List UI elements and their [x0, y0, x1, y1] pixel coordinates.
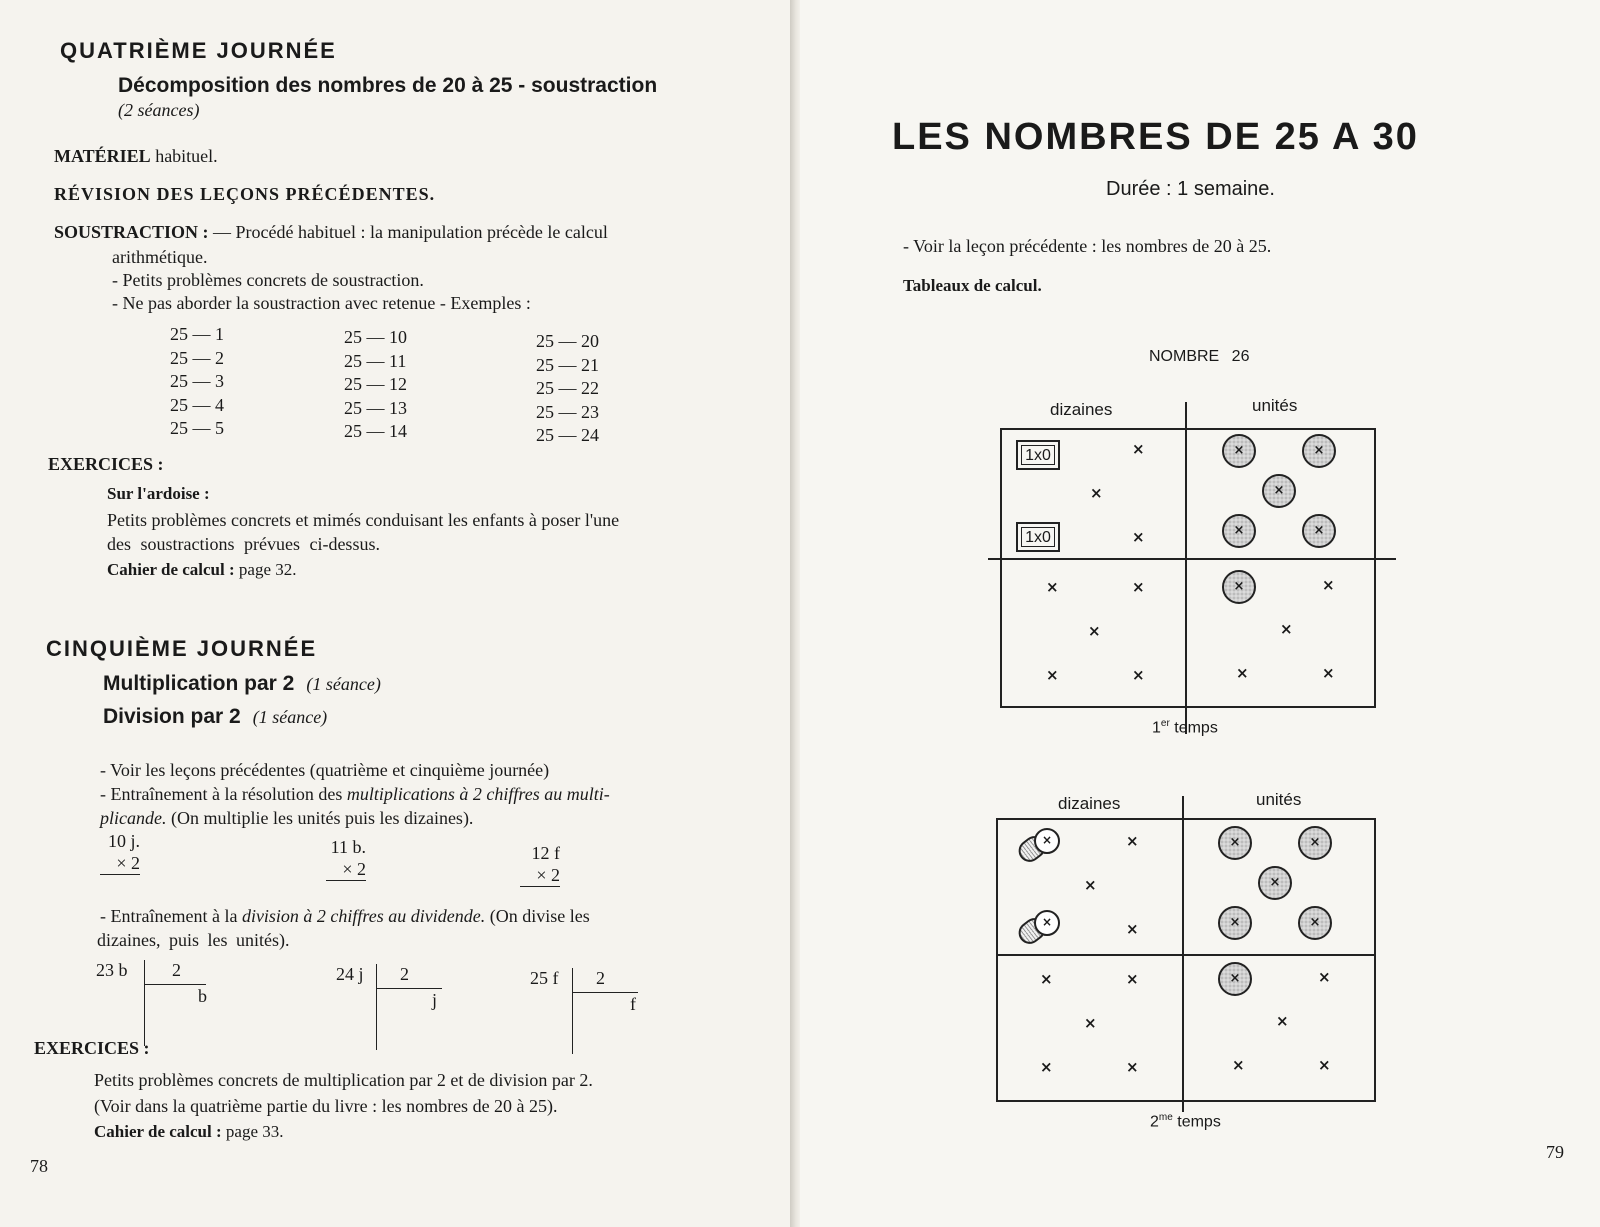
example-item: 25 — 11 [344, 350, 407, 371]
caption-superscript: er [1160, 718, 1170, 729]
mult-op-1 [100, 830, 140, 875]
unit-bead-icon [1302, 514, 1336, 548]
caption-word: temps [1169, 719, 1218, 737]
chapter-title: LES NOMBRES DE 25 A 30 [892, 116, 1419, 158]
example-item: 25 — 21 [536, 354, 599, 375]
division-line [376, 988, 442, 989]
div-sessions: (1 séance) [252, 707, 328, 727]
soustraction-sublist [112, 246, 531, 315]
ten-stick-label: 1x0 [1021, 527, 1055, 547]
cross-icon: × [1126, 920, 1139, 938]
unit-bead-icon [1302, 434, 1336, 468]
cahier-line-1 [107, 560, 297, 580]
page-number-left: 78 [30, 1156, 48, 1176]
cross-icon: × [1132, 440, 1145, 458]
cross-icon: × [1318, 1056, 1331, 1074]
cross-icon: × [1040, 1058, 1053, 1076]
voir-line: - Voir la leçon précédente : les nombres de 20 à 25. [903, 236, 1272, 256]
cylinder-mark: × [1041, 915, 1053, 929]
cross-icon: × [1126, 1058, 1139, 1076]
cylinder-mark: × [1041, 833, 1053, 847]
cross-icon: × [1322, 664, 1335, 682]
mult-sessions: (1 séance) [306, 674, 381, 694]
quotient: f [630, 994, 636, 1014]
example-item: 25 — 20 [536, 331, 599, 351]
revision-heading: RÉVISION DES LEÇONS PRÉCÉDENTES. [54, 184, 436, 204]
bead-mark: × [1309, 915, 1321, 930]
bead-mark: × [1229, 915, 1241, 930]
bead-mark: × [1269, 875, 1281, 890]
cross-icon: × [1318, 968, 1331, 986]
cross-icon: × [1132, 578, 1145, 596]
left-page [0, 0, 790, 1227]
day4-subtitle: Décomposition des nombres de 20 à 25 - soustraction [118, 74, 658, 97]
unit-bead-icon [1218, 962, 1252, 996]
divisor: 2 [400, 964, 409, 984]
ardoise-label: Sur l'ardoise : [107, 484, 210, 503]
bullet2-emphasis: multiplications à 2 chiffres au multi- [346, 784, 610, 804]
bullet2-emphasis-cont: plicande. [100, 808, 167, 828]
bead-mark: × [1233, 523, 1245, 538]
mult-top: 10 j. [107, 831, 140, 851]
unit-bead-icon [1298, 906, 1332, 940]
bead-mark: × [1309, 835, 1321, 850]
unit-bead-icon [1262, 474, 1296, 508]
unit-bead-icon [1258, 866, 1292, 900]
ten-stick [1016, 522, 1060, 552]
cahier-page: page 33. [225, 1122, 284, 1141]
example-item: 25 — 1 [170, 324, 224, 344]
bullet3-emphasis: division à 2 chiffres au dividende. [241, 906, 486, 926]
day4-heading: QUATRIÈME JOURNÉE [60, 38, 337, 63]
soustraction-text: — Procédé habituel : la manipulation précède le calcul [213, 222, 608, 242]
bead-mark: × [1229, 835, 1241, 850]
cross-icon: × [1132, 666, 1145, 684]
day5-ex-text-2: (Voir dans la quatrième partie du livre : les nombres de 20 à 25). [94, 1096, 558, 1116]
bullet2-text: - Entraînement à la résolution des [100, 784, 347, 804]
bullet3-text-b: (On divise les [485, 906, 590, 926]
materiel-label: MATÉRIEL [54, 146, 151, 166]
bead-mark: × [1233, 443, 1245, 458]
page-number-right: 79 [1546, 1142, 1564, 1162]
day5-bullet-3-cont: dizaines, puis les unités). [97, 930, 290, 950]
cross-icon: × [1322, 576, 1335, 594]
mult-bottom: × 2 [326, 858, 366, 881]
duration: Durée : 1 semaine. [1106, 178, 1275, 200]
example-item: 25 — 10 [344, 327, 407, 347]
unites-label: unités [1252, 396, 1298, 415]
divisor: 2 [172, 960, 181, 980]
tableau-divider-vertical [1185, 402, 1187, 734]
ten-cylinder-end [1034, 828, 1060, 854]
unit-bead-icon [1222, 570, 1256, 604]
ardoise-text-2: des soustractions prévues ci-dessus. [107, 534, 380, 554]
mult-title-line [103, 672, 381, 696]
cross-icon: × [1040, 970, 1053, 988]
examples-col-2 [344, 326, 407, 444]
soustraction-line [54, 222, 608, 243]
cross-icon: × [1236, 664, 1249, 682]
book-spine [790, 0, 800, 1227]
example-item: 25 — 14 [344, 421, 407, 441]
dividend: 25 f [530, 968, 559, 988]
exercices-label-2: EXERCICES : [34, 1038, 150, 1058]
materiel-line [54, 146, 218, 167]
unit-bead-icon [1218, 906, 1252, 940]
cross-icon: × [1126, 970, 1139, 988]
ten-cylinder-end [1034, 910, 1060, 936]
bullet-ne-pas-aborder: - Ne pas aborder la soustraction avec retenue - Exemples : [112, 293, 531, 313]
division-bar [144, 960, 145, 1046]
quotient: b [198, 986, 207, 1006]
example-item: 25 — 24 [536, 425, 599, 445]
cross-icon: × [1046, 666, 1059, 684]
caption-superscript: me [1158, 1112, 1173, 1123]
soustraction-label: SOUSTRACTION : [54, 222, 209, 242]
day5-bullet-3 [100, 906, 590, 927]
dizaines-label: dizaines [1058, 794, 1121, 813]
example-item: 25 — 23 [536, 401, 599, 422]
unit-bead-icon [1222, 434, 1256, 468]
cahier-line-2 [94, 1122, 284, 1142]
caption-number: 1 [1152, 719, 1161, 737]
bullet2-text-cont: (On multiplie les unités puis les dizaines). [166, 808, 474, 828]
mult-top: 12 f [531, 843, 560, 863]
cross-icon: × [1088, 622, 1101, 640]
caption-word: temps [1172, 1113, 1221, 1131]
unites-label: unités [1256, 790, 1302, 809]
example-item: 25 — 2 [170, 347, 224, 368]
example-item: 25 — 5 [170, 418, 224, 438]
materiel-text: habituel. [155, 146, 218, 166]
ten-stick-label: 1x0 [1021, 445, 1055, 465]
mult-bottom: × 2 [100, 852, 140, 875]
mult-op-2 [326, 836, 366, 881]
example-item: 25 — 12 [344, 374, 407, 394]
ten-stick [1016, 440, 1060, 470]
tableau-divider-horizontal [996, 954, 1374, 956]
cahier-label: Cahier de calcul : [94, 1122, 222, 1141]
soustraction-text-cont: arithmétique. [112, 247, 208, 267]
dividend: 24 j [336, 964, 364, 984]
dividend: 23 b [96, 960, 128, 980]
bullet3-text: - Entraînement à la [100, 906, 242, 926]
cross-icon: × [1084, 876, 1097, 894]
cross-icon: × [1232, 1056, 1245, 1074]
example-item: 25 — 3 [170, 371, 224, 391]
cross-icon: × [1126, 832, 1139, 850]
bead-mark: × [1233, 579, 1245, 594]
tableau-divider-horizontal [988, 558, 1396, 560]
cross-icon: × [1090, 484, 1103, 502]
bead-mark: × [1273, 483, 1285, 498]
mult-top: 11 b. [330, 837, 366, 857]
div-title: Division par 2 [103, 705, 241, 728]
unit-bead-icon [1298, 826, 1332, 860]
division-bar [376, 964, 377, 1050]
div-title-line [103, 705, 327, 729]
examples-col-1 [170, 323, 224, 441]
bead-mark: × [1229, 971, 1241, 986]
cross-icon: × [1084, 1014, 1097, 1032]
tableaux-heading: Tableaux de calcul. [903, 276, 1042, 295]
mult-bottom: × 2 [520, 864, 560, 887]
cahier-label: Cahier de calcul : [107, 560, 235, 579]
cross-icon: × [1132, 528, 1145, 546]
bead-mark: × [1313, 523, 1325, 538]
examples-col-3 [536, 330, 599, 448]
bullet-petits-problemes: - Petits problèmes concrets de soustraction. [112, 270, 424, 290]
day4-sessions: (2 séances) [118, 100, 200, 120]
unit-bead-icon [1218, 826, 1252, 860]
bead-mark: × [1313, 443, 1325, 458]
day5-ex-text-1: Petits problèmes concrets de multiplication par 2 et de division par 2. [94, 1070, 593, 1090]
unit-bead-icon [1222, 514, 1256, 548]
division-2 [336, 964, 456, 1054]
mult-title: Multiplication par 2 [103, 672, 295, 695]
example-item: 25 — 22 [536, 378, 599, 398]
division-1 [96, 960, 216, 1050]
diagram-2 [976, 786, 1396, 1146]
day5-heading: CINQUIÈME JOURNÉE [46, 636, 318, 661]
right-page [800, 0, 1600, 1227]
diagram-1 [980, 392, 1400, 752]
day5-bullet-2-cont [100, 808, 473, 829]
cahier-page: page 32. [238, 560, 297, 579]
exercices-label-1: EXERCICES : [48, 454, 164, 474]
ardoise-text-1: Petits problèmes concrets et mimés conduisant les enfants à poser l'une [107, 510, 620, 530]
day5-bullet-1: - Voir les leçons précédentes (quatrième et cinquième journée) [100, 760, 550, 780]
division-line [572, 992, 638, 993]
division-bar [572, 968, 573, 1054]
cross-icon: × [1276, 1012, 1289, 1030]
example-item: 25 — 13 [344, 397, 407, 418]
division-3 [530, 968, 650, 1058]
cross-icon: × [1280, 620, 1293, 638]
day5-bullet-2 [100, 784, 610, 805]
diagram-title: NOMBRE 26 [1149, 348, 1250, 365]
mult-op-3 [520, 842, 560, 887]
example-item: 25 — 4 [170, 394, 224, 415]
division-line [144, 984, 206, 985]
divisor: 2 [596, 968, 605, 988]
quotient: j [432, 990, 438, 1010]
cross-icon: × [1046, 578, 1059, 596]
dizaines-label: dizaines [1050, 400, 1113, 419]
caption-2 [1150, 1112, 1221, 1131]
caption-number: 2 [1150, 1113, 1159, 1131]
caption-1 [1152, 718, 1218, 737]
